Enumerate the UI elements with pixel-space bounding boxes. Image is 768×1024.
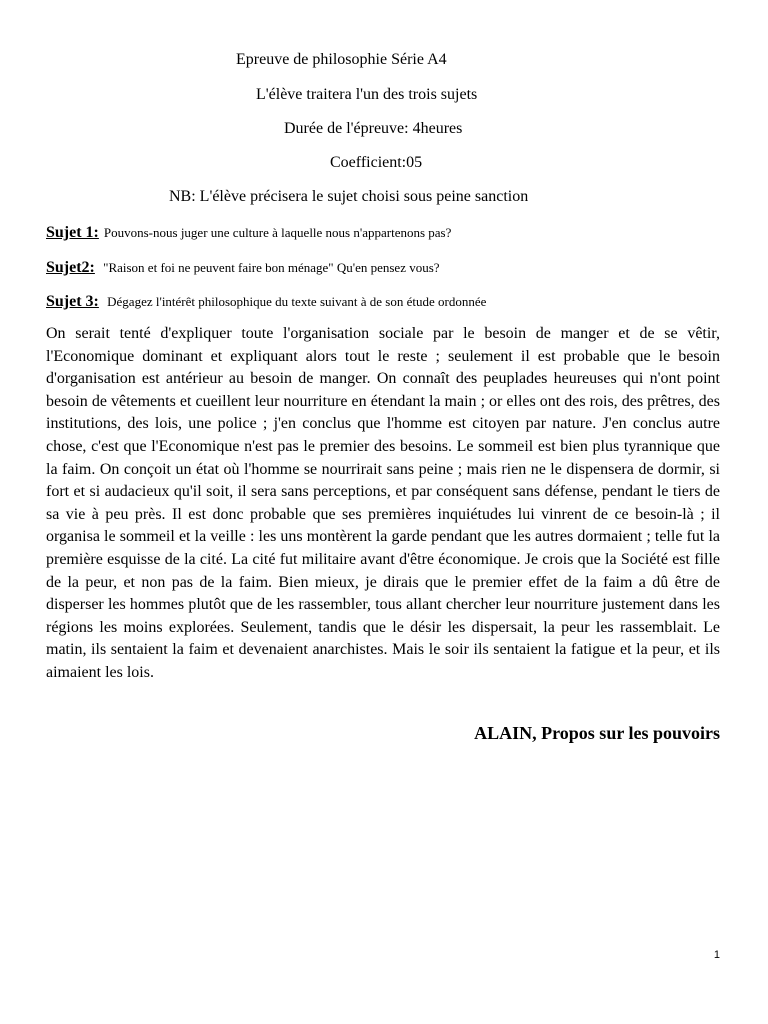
subject-1 xyxy=(46,223,451,243)
exam-title: Epreuve de philosophie Série A4 xyxy=(236,51,447,68)
philosophy-text-passage: On serait tenté d'expliquer toute l'organisation sociale par le besoin de manger et de se vêtir, l'Economique dominant et expliquant alors tout le reste ; seulement il est probable que le besoin d'organisation est antérieur au besoin de manger. On connaît des peuplades heureuses qui n'ont point besoin de vêtements et cueillent leur nourriture en étendant la main ; or elles ont des rois, des prêtres, des institutions, des lois, une police ; j'en conclus que l'homme est citoyen par nature. J'en conclus autre chose, c'est que l'Economique n'est pas le premier des besoins. Le sommeil est bien plus tyrannique que la faim. On conçoit un état où l'homme se nourrirait sans peine ; mais rien ne le dispensera de dormir, si fort et si audacieux qu'il soit, il sera sans perceptions, et par conséquent sans défense, pendant le tiers de sa vie à peu près. Il est donc probable que ses premières inquiétudes lui vinrent de ce besoin-là ; il organisa le sommeil et la veille : les uns montèrent la garde pendant que les autres dormaient ; telle fut la première esquisse de la cité. La cité fut militaire avant d'être économique. Je crois que la Société est fille de la peur, et non pas de la faim. Bien mieux, je dirais que le premier effet de la faim a dû être de disperser les hommes plutôt que de les rassembler, tous allant chercher leur nourriture justement dans les régions les moins explorées. Seulement, tandis que le désir les dispersait, la peur les rassemblait. Le matin, ils sentaient la faim et devenaient anarchistes. Mais le soir ils sentaient la fatigue et la peur, et ils aimaient les lois. xyxy=(46,325,720,681)
text-attribution: ALAIN, Propos sur les pouvoirs xyxy=(474,723,720,743)
subject-3-text: Dégagez l'intérêt philosophique du texte suivant à de son étude ordonnée xyxy=(103,294,487,309)
exam-coefficient: Coefficient:05 xyxy=(330,154,423,171)
subject-1-text: Pouvons-nous juger une culture à laquelle nous n'appartenons pas? xyxy=(103,225,452,240)
subject-3-label: Sujet 3: xyxy=(46,293,99,310)
subject-3 xyxy=(46,292,486,312)
subject-2 xyxy=(46,258,440,278)
subject-2-label: Sujet2: xyxy=(46,259,95,276)
subject-2-text: "Raison et foi ne peuvent faire bon ménage" Qu'en pensez vous? xyxy=(99,260,440,275)
page-number: 1 xyxy=(713,949,720,961)
exam-duration: Durée de l'épreuve: 4heures xyxy=(284,120,463,137)
exam-instruction: L'élève traitera l'un des trois sujets xyxy=(256,86,478,103)
subject-1-label: Sujet 1: xyxy=(46,224,99,241)
exam-note: NB: L'élève précisera le sujet choisi sous peine sanction xyxy=(169,188,529,205)
